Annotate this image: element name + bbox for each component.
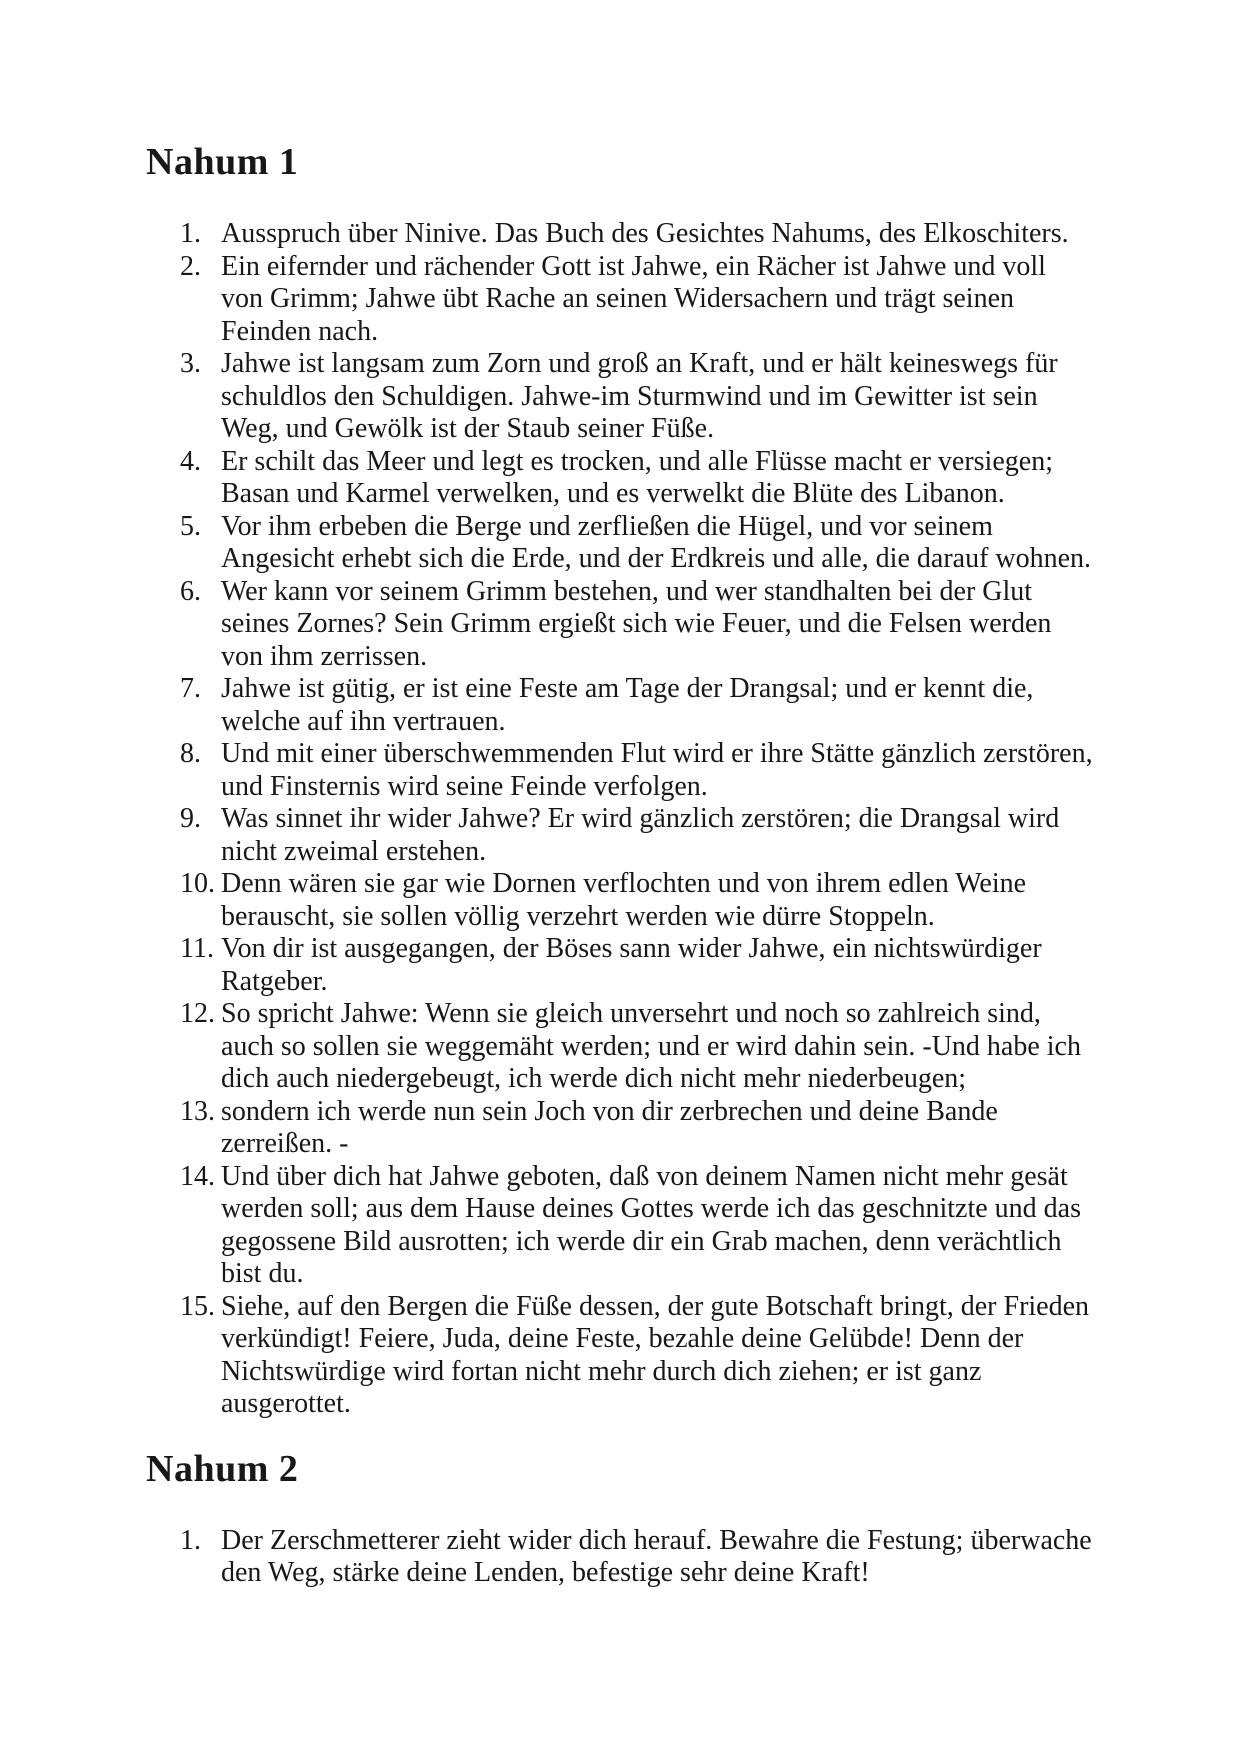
verse-text: Von dir ist ausgegangen, der Böses sann wider Jahwe, ein nichtswürdiger Ratgeber.	[221, 933, 1042, 997]
verse-number: 1.	[180, 1524, 201, 1556]
section-heading-nahum-1: Nahum 1	[146, 141, 299, 183]
verse-text: Vor ihm erbeben die Berge und zerfließen die Hügel, und vor seinem Angesicht erhebt sich die Erde, und der Erdkreis und alle, die darauf wohnen.	[221, 510, 1092, 574]
verse-text: Was sinnet ihr wider Jahwe? Er wird gänzlich zerstören; die Drangsal wird nicht zweimal erstehen.	[221, 803, 1060, 867]
verse-text: sondern ich werde nun sein Joch von dir zerbrechen und deine Bande zerreißen. -	[221, 1095, 998, 1159]
verse-item	[180, 446, 1093, 511]
verse-number: 12.	[180, 998, 215, 1029]
verse-number: 14.	[180, 1160, 215, 1192]
verse-number: 11.	[180, 933, 214, 964]
verse-text: Er schilt das Meer und legt es trocken, und alle Flüsse macht er versiegen; Basan und Karmel verwelken, und es verwelkt die Blüte des Libanon.	[221, 445, 1053, 509]
verse-list-nahum-2	[180, 1525, 1093, 1590]
verse-text: Siehe, auf den Bergen die Füße dessen, der gute Botschaft bringt, der Frieden verkündigt! Feiere, Juda, deine Feste, bezahle deine Gelübde! Denn der Nichtswürdige wird fortan nicht mehr durch dich ziehen; er ist ganz ausgerottet.	[221, 1290, 1090, 1419]
verse-text: Jahwe ist langsam zum Zorn und groß an Kraft, und er hält keineswegs für schuldlos den Schuldigen. Jahwe-im Sturmwind und im Gewitter ist sein Weg, und Gewölk ist der Staub seiner Füße.	[221, 348, 1058, 444]
verse-item	[180, 933, 1093, 998]
verse-number: 6.	[180, 575, 201, 607]
verse-item	[180, 1525, 1093, 1590]
verse-text: Und mit einer überschwemmenden Flut wird er ihre Stätte gänzlich zerstören, und Finsternis wird seine Feinde verfolgen.	[221, 738, 1093, 802]
verse-text: Wer kann vor seinem Grimm bestehen, und wer standhalten bei der Glut seines Zornes? Sein Grimm ergießt sich wie Feuer, und die Felsen werden von ihm zerrissen.	[221, 575, 1052, 672]
section-heading-nahum-2: Nahum 2	[146, 1447, 299, 1490]
verse-text: Denn wären sie gar wie Dornen verflochten und von ihrem edlen Weine berauscht, sie sollen völlig verzehrt werden wie dürre Stoppeln.	[221, 868, 1027, 932]
verse-item	[180, 738, 1093, 803]
verse-item	[180, 251, 1093, 349]
verse-item	[180, 803, 1093, 868]
verse-item	[180, 511, 1093, 576]
verse-number: 15.	[180, 1290, 215, 1322]
verse-number: 3.	[180, 348, 201, 379]
verse-text: Ausspruch über Ninive. Das Buch des Gesichtes Nahums, des Elkoschiters.	[221, 218, 1069, 249]
verse-item	[180, 1161, 1093, 1291]
verse-number: 2.	[180, 250, 201, 282]
verse-number: 4.	[180, 445, 201, 477]
verse-text: Und über dich hat Jahwe geboten, daß von deinem Namen nicht mehr gesät werden soll; aus dem Hause deines Gottes werde ich das geschnitzte und das gegossene Bild ausrotten; ich werde dir ein Grab machen, denn verächtlich bist du.	[221, 1160, 1081, 1289]
verse-item	[180, 1096, 1093, 1161]
verse-list-nahum-1	[180, 218, 1093, 1421]
verse-number: 13.	[180, 1095, 215, 1127]
verse-text: Der Zerschmetterer zieht wider dich herauf. Bewahre die Festung; überwache den Weg, stärke deine Lenden, befestige sehr deine Kraft!	[221, 1524, 1092, 1588]
verse-item	[180, 998, 1093, 1096]
verse-number: 5.	[180, 510, 201, 542]
verse-number: 1.	[180, 218, 201, 249]
verse-number: 9.	[180, 803, 201, 834]
verse-item	[180, 868, 1093, 933]
verse-text: Ein eifernder und rächender Gott ist Jahwe, ein Rächer ist Jahwe und voll von Grimm; Jahwe übt Rache an seinen Widersachern und trägt seinen Feinden nach.	[221, 250, 1046, 347]
verse-text: So spricht Jahwe: Wenn sie gleich unversehrt und noch so zahlreich sind, auch so sollen sie weggemäht werden; und er wird dahin sein. -Und habe ich dich auch niedergebeugt, ich werde dich nicht mehr niederbeugen;	[221, 998, 1081, 1094]
verse-text: Jahwe ist gütig, er ist eine Feste am Tage der Drangsal; und er kennt die, welche auf ihn vertrauen.	[221, 673, 1034, 737]
verse-number: 8.	[180, 738, 201, 769]
verse-item	[180, 576, 1093, 674]
verse-item	[180, 348, 1093, 446]
verse-number: 10.	[180, 868, 215, 899]
verse-item	[180, 1291, 1093, 1421]
verse-number: 7.	[180, 673, 201, 704]
verse-item	[180, 218, 1093, 251]
verse-item	[180, 673, 1093, 738]
